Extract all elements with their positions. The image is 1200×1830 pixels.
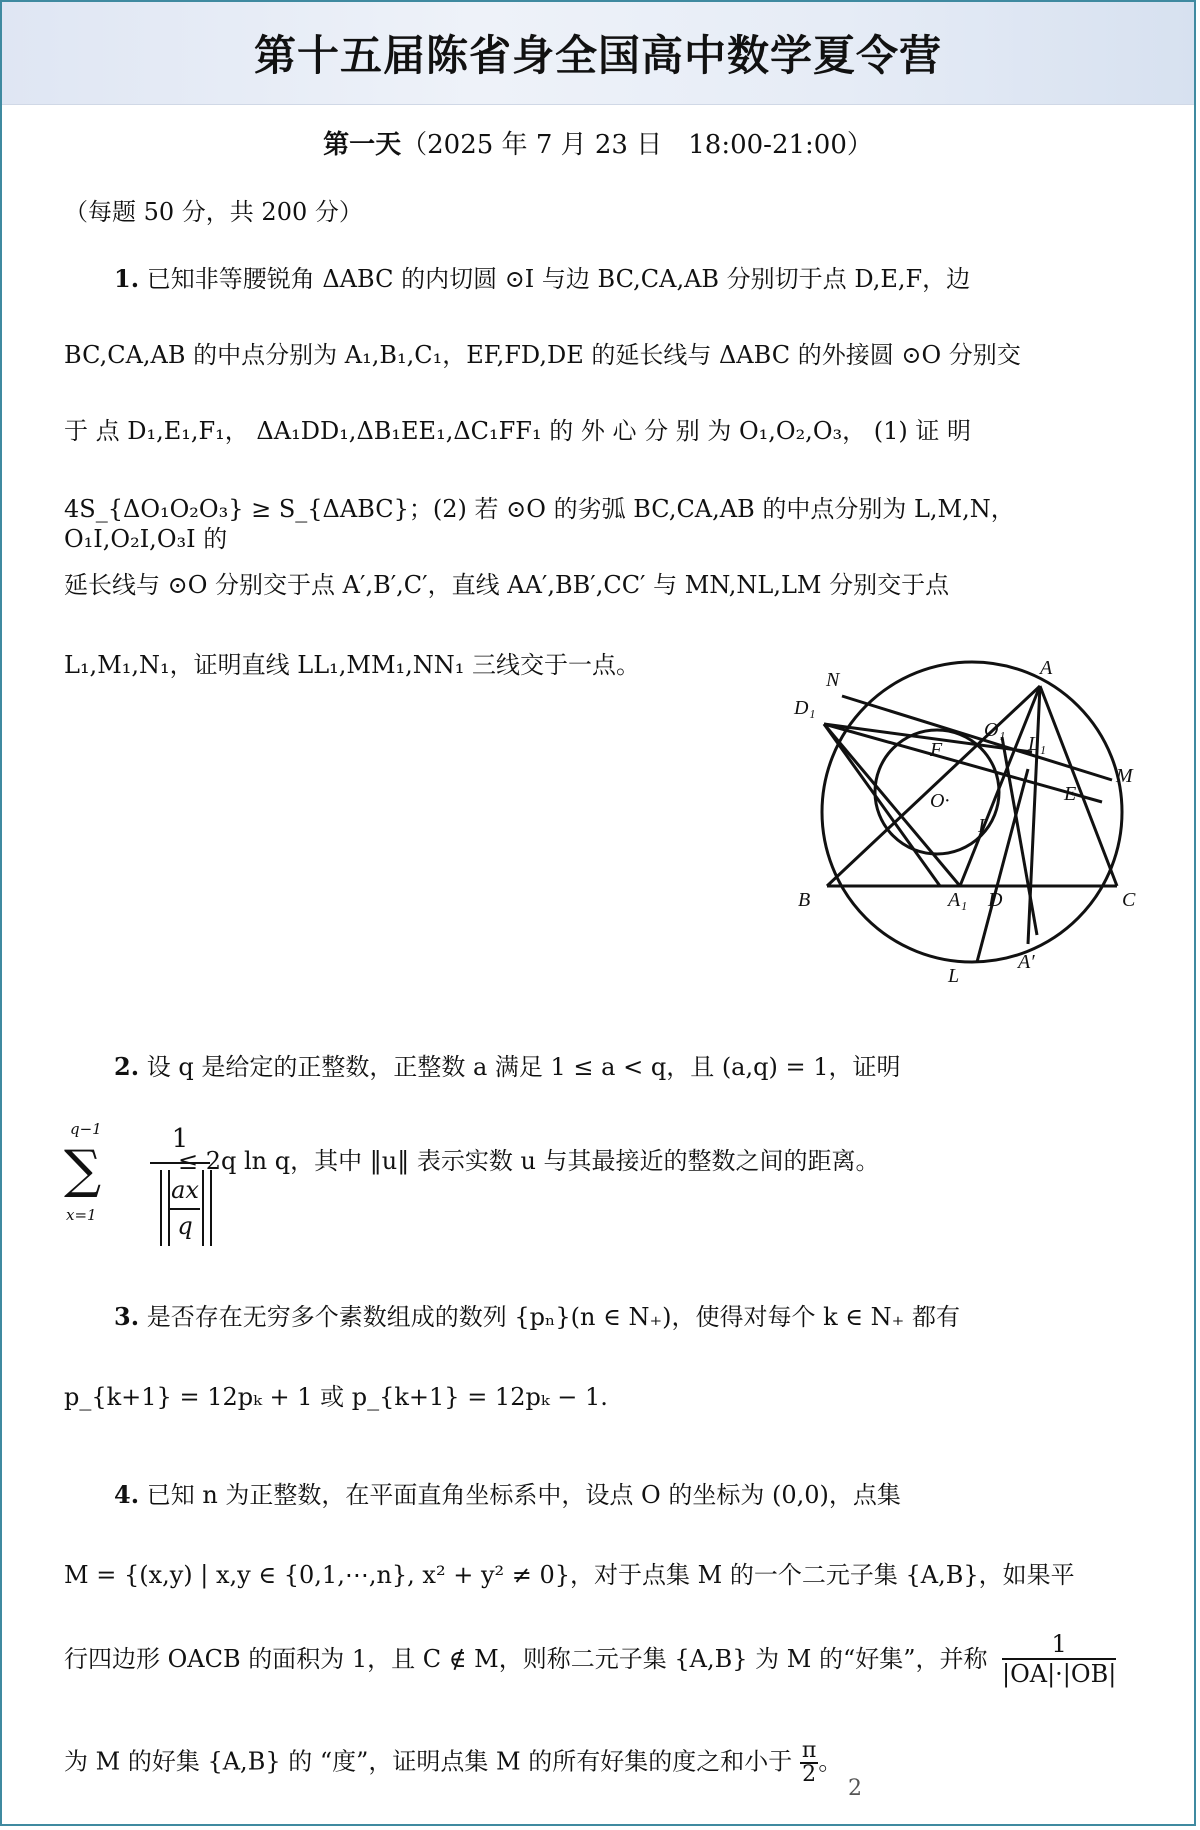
- scoring-note: （每题 50 分，共 200 分）: [64, 198, 363, 226]
- problem-2-line-2: ≤ 2q ln q，其中 ‖u‖ 表示实数 u 与其最接近的整数之间的距离。: [178, 1147, 880, 1175]
- label-O1: O₁: [984, 719, 1006, 741]
- problem-3-line-1: [64, 1302, 1124, 1332]
- problem-4-line-1: [64, 1480, 1124, 1510]
- end-mark: 。: [818, 1747, 843, 1776]
- pi-numerator: π: [801, 1738, 817, 1763]
- problem-number: 1.: [114, 264, 140, 293]
- degree-denominator: |OA|·|OB|: [1002, 1660, 1117, 1688]
- geometry-figure: [782, 652, 1142, 992]
- problem-1-line-2: BC,CA,AB 的中点分别为 A₁,B₁,C₁，EF,FD,DE 的延长线与 ΔABC 的外接圆 ⊙O 分别交: [64, 341, 1021, 369]
- sum-upper-limit: q−1: [70, 1120, 102, 1138]
- label-A-prime: A′: [1018, 951, 1035, 973]
- norm-bars-right: [202, 1170, 212, 1246]
- page-number: 2: [848, 1776, 862, 1801]
- title-banner: [2, 2, 1194, 105]
- norm-denominator: q: [177, 1212, 193, 1240]
- sum-lower-limit: x=1: [66, 1206, 97, 1224]
- problem-1-line-4: 4S_{ΔO₁O₂O₃} ≥ S_{ΔABC}；(2) 若 ⊙O 的劣弧 BC,CA,AB 的中点分别为 L,M,N，O₁I,O₂I,O₃I 的: [64, 495, 1015, 553]
- problem-text: 已知 n 为正整数，在平面直角坐标系中，设点 O 的坐标为 (0,0)，点集: [146, 1481, 901, 1509]
- label-I: I: [978, 815, 985, 837]
- pi-over-two: [800, 1740, 818, 1786]
- sum-numerator: 1: [171, 1124, 189, 1154]
- label-L1: L₁: [1028, 733, 1047, 755]
- degree-numerator: 1: [1002, 1630, 1116, 1660]
- label-F: F: [930, 739, 943, 761]
- degree-fraction: [1002, 1630, 1116, 1688]
- label-L: L: [948, 965, 960, 987]
- label-D: D: [988, 889, 1003, 911]
- problem-3-line-2: p_{k+1} = 12pₖ + 1 或 p_{k+1} = 12pₖ − 1.: [64, 1383, 608, 1411]
- label-A1: A₁: [948, 889, 968, 911]
- problem-1-line-5: 延长线与 ⊙O 分别交于点 A′,B′,C′，直线 AA′,BB′,CC′ 与 MN,NL,LM 分别交于点: [64, 571, 950, 599]
- label-E: E: [1064, 783, 1077, 805]
- problem-4-line-4: [64, 1740, 1064, 1786]
- session-day: 第一天: [323, 130, 402, 160]
- label-O: O·: [930, 790, 950, 812]
- label-C: C: [1122, 889, 1136, 911]
- session-line: [2, 124, 1194, 161]
- inner-fraction-bar: [170, 1208, 200, 1210]
- pi-denominator: 2: [802, 1762, 817, 1787]
- problem-number: 4.: [114, 1480, 140, 1509]
- sum-expression: [64, 1120, 199, 1250]
- problem-2-line-1: [64, 1052, 1124, 1082]
- label-D1: D₁: [794, 697, 816, 719]
- exam-title: 第十五届陈省身全国高中数学夏令营: [253, 31, 942, 80]
- problem-1-line-1: [64, 264, 1124, 294]
- problem-text: 为 M 的好集 {A,B} 的 “度”，证明点集 M 的所有好集的度之和小于: [64, 1747, 793, 1776]
- label-N: N: [826, 669, 840, 691]
- circumcircle: [822, 662, 1122, 962]
- label-A: A: [1040, 657, 1053, 679]
- norm-numerator: ax: [171, 1176, 199, 1204]
- problem-1-line-6: L₁,M₁,N₁，证明直线 LL₁,MM₁,NN₁ 三线交于一点。: [64, 651, 641, 679]
- problem-text: 已知非等腰锐角 ΔABC 的内切圆 ⊙I 与边 BC,CA,AB 分别切于点 D,E,F，边: [146, 265, 971, 293]
- problem-number: 2.: [114, 1052, 140, 1081]
- label-M: M: [1116, 765, 1133, 787]
- session-time: （2025 年 7 月 23 日 18:00-21:00）: [401, 130, 873, 160]
- sigma-symbol: ∑: [64, 1140, 102, 1200]
- problem-number: 3.: [114, 1302, 140, 1331]
- problem-text: 设 q 是给定的正整数，正整数 a 满足 1 ≤ a < q，且 (a,q) = 1，证明: [146, 1053, 901, 1081]
- problem-text: 是否存在无穷多个素数组成的数列 {pₙ}(n ∈ N₊)，使得对每个 k ∈ N₊ 都有: [146, 1303, 960, 1331]
- label-B: B: [798, 889, 811, 911]
- problem-4-line-3: 行四边形 OACB 的面积为 1，且 C ∉ M，则称二元子集 {A,B} 为 M 的“好集”，并称: [64, 1645, 988, 1673]
- problem-1-line-3: 于 点 D₁,E₁,F₁， ΔA₁DD₁,ΔB₁EE₁,ΔC₁FF₁ 的 外 心 分 别 为 O₁,O₂,O₃， (1) 证 明: [64, 417, 971, 445]
- problem-4-line-2: M = {(x,y) | x,y ∈ {0,1,⋯,n}, x² + y² ≠ 0}，对于点集 M 的一个二元子集 {A,B}，如果平: [64, 1561, 1075, 1589]
